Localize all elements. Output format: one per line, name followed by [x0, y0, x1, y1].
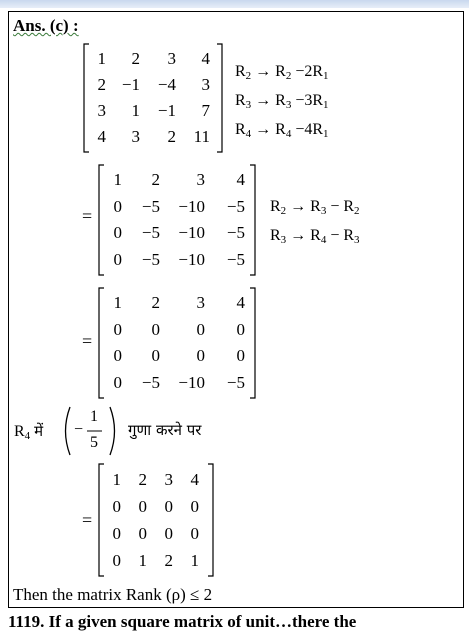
matrix-cell: 0	[164, 496, 173, 516]
matrix-cell: −5	[141, 223, 160, 243]
matrix-cell: 0	[113, 319, 122, 339]
matrix-cell: −1	[157, 101, 176, 120]
row-operation: $R_3 \to R_3 -3R_1$	[235, 92, 329, 111]
matrix-cell: −4	[157, 75, 176, 94]
matrix-cell: −5	[226, 223, 245, 243]
matrix-cell: 0	[151, 346, 160, 366]
matrix-cell: 0	[236, 319, 245, 339]
matrix-cell: 0	[112, 523, 121, 543]
matrix-cell: −5	[141, 249, 160, 269]
matrix-cell: −5	[226, 372, 245, 392]
matrix-cell: 7	[201, 101, 210, 120]
matrix-cell: 0	[113, 249, 122, 269]
matrix-cell: 3	[167, 49, 176, 68]
matrix-cell: 0	[113, 372, 122, 392]
equals-sign: =	[82, 331, 93, 351]
matrix-cell: 0	[196, 319, 205, 339]
matrix-cell: 3	[196, 293, 205, 313]
matrix-cell: 0	[190, 496, 199, 516]
matrix-cell: −5	[141, 196, 160, 216]
matrix-cell: 1	[112, 469, 121, 489]
matrix-cell: 0	[190, 523, 199, 543]
matrix-cell: −10	[178, 249, 205, 269]
matrix-cell: 1	[131, 101, 140, 120]
matrix-cell: −5	[226, 196, 245, 216]
matrix-cell: 2	[151, 170, 160, 190]
matrix-cell: 0	[138, 523, 147, 543]
matrix-cell: 2	[164, 550, 173, 570]
matrix-cell: 4	[236, 293, 245, 313]
answer-label: Ans. (c) :	[13, 16, 79, 35]
matrix-final	[97, 462, 215, 578]
matrix-cell: 2	[138, 469, 147, 489]
scale-fraction	[60, 404, 120, 458]
matrix-cell: 0	[112, 550, 121, 570]
row-operation: $R_3 \to R_4 - R_3$	[270, 227, 360, 246]
matrix-cell: 3	[201, 75, 210, 94]
fraction-numerator: 1	[90, 408, 98, 425]
matrix-cell: 0	[151, 319, 160, 339]
equals-sign: =	[82, 510, 93, 530]
matrix-cell: 2	[167, 127, 176, 146]
matrix-cell: 3	[97, 101, 106, 120]
matrix-cell: 1	[113, 293, 122, 313]
row-operation: $R_4 \to R_4 -4R_1$	[235, 121, 329, 140]
matrix-cell: 0	[196, 346, 205, 366]
row-ops-2	[270, 197, 360, 255]
matrix-cell: 2	[97, 75, 106, 94]
minus-sign: −	[74, 421, 84, 438]
row-operation: $R_2 \to R_2 -2R_1$	[235, 63, 329, 82]
matrix-cell: 0	[138, 496, 147, 516]
matrix-cell: 0	[113, 196, 122, 216]
matrix-cell: 0	[164, 523, 173, 543]
matrix-cell: 4	[201, 49, 210, 68]
matrix-cell: 3	[196, 170, 205, 190]
next-question: 1119. If a given square matrix of unit…there the	[8, 612, 357, 631]
matrix-step-1	[97, 163, 257, 277]
matrix-cell: 1	[190, 550, 199, 570]
multiply-text: गुणा करने पर	[128, 421, 202, 439]
matrix-cell: 0	[113, 223, 122, 243]
matrix-step-2	[97, 286, 257, 400]
matrix-cell: 2	[131, 49, 140, 68]
row-operation: $R_2 \to R_3 - R_2$	[270, 198, 360, 217]
fraction-denominator: 5	[90, 434, 98, 451]
matrix-cell: −10	[178, 196, 205, 216]
top-band	[0, 0, 469, 8]
matrix-cell: 0	[112, 496, 121, 516]
matrix-cell: −5	[226, 249, 245, 269]
matrix-cell: 1	[113, 170, 122, 190]
matrix-cell: −10	[178, 223, 205, 243]
matrix-cell: 0	[113, 346, 122, 366]
equals-sign: =	[82, 206, 93, 226]
matrix-cell: 1	[138, 550, 147, 570]
matrix-cell: −1	[121, 75, 140, 94]
matrix-cell: 4	[97, 127, 106, 146]
matrix-cell: 11	[193, 127, 210, 146]
matrix-cell: 0	[236, 346, 245, 366]
scale-row-label: $R_4$ में	[14, 422, 44, 442]
matrix-cell: 2	[151, 293, 160, 313]
matrix-cell: −5	[141, 372, 160, 392]
matrix-cell: 1	[97, 49, 106, 68]
conclusion: Then the matrix Rank (ρ) ≤ 2	[13, 585, 213, 604]
matrix-cell: 3	[131, 127, 140, 146]
matrix-cell: 3	[164, 469, 173, 489]
matrix-original	[82, 42, 224, 154]
matrix-cell: 4	[190, 469, 199, 489]
matrix-cell: −10	[178, 372, 205, 392]
row-ops-1	[235, 62, 329, 149]
matrix-cell: 4	[236, 170, 245, 190]
